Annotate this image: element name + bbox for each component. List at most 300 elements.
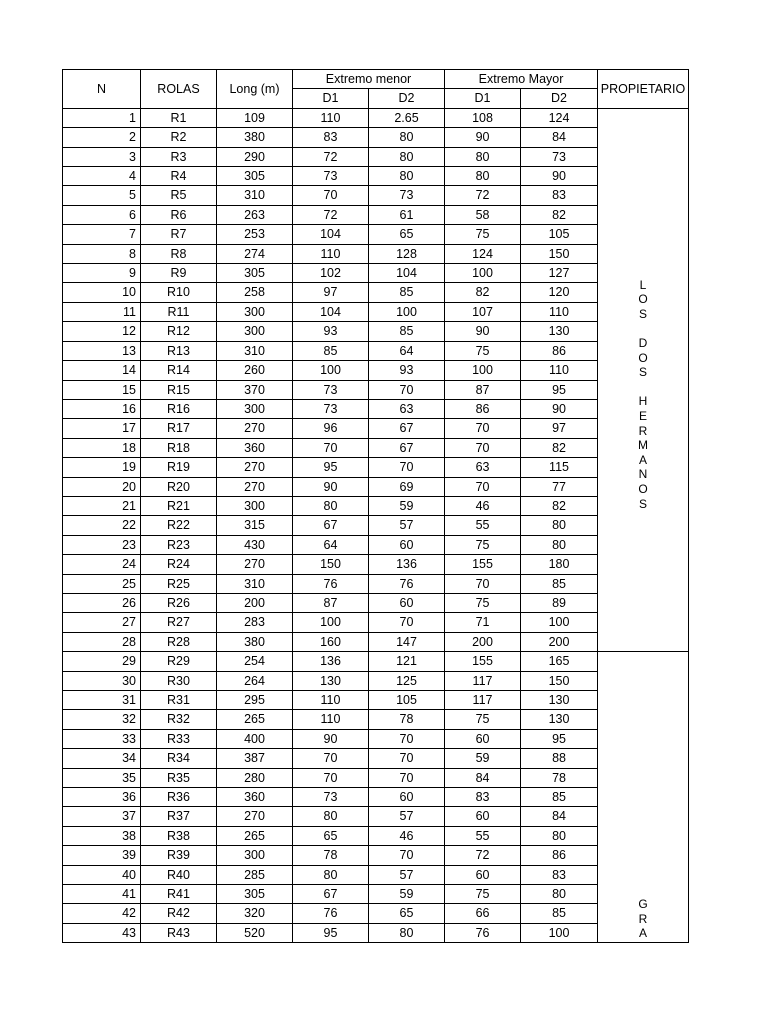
menor-d2-cell: 80 — [369, 128, 445, 147]
rola-id-cell: R15 — [141, 380, 217, 399]
menor-d1-cell: 72 — [293, 147, 369, 166]
owner-letter: S — [639, 496, 648, 511]
rola-id-cell: R3 — [141, 147, 217, 166]
mayor-d1-cell: 124 — [445, 244, 521, 263]
header-mayor-d1: D1 — [445, 89, 521, 108]
mayor-d2-cell: 86 — [521, 341, 598, 360]
rola-id-cell: R23 — [141, 535, 217, 554]
length-cell: 387 — [217, 749, 293, 768]
menor-d1-cell: 110 — [293, 710, 369, 729]
table-row — [63, 477, 689, 496]
owner-vertical-text — [598, 652, 688, 941]
mayor-d1-cell: 55 — [445, 516, 521, 535]
menor-d2-cell: 70 — [369, 768, 445, 787]
mayor-d2-cell: 100 — [521, 923, 598, 942]
mayor-d2-cell: 90 — [521, 399, 598, 418]
table-row — [63, 341, 689, 360]
row-number-cell: 18 — [63, 438, 141, 457]
mayor-d1-cell: 200 — [445, 632, 521, 651]
menor-d2-cell: 69 — [369, 477, 445, 496]
row-number-cell: 24 — [63, 555, 141, 574]
rola-id-cell: R2 — [141, 128, 217, 147]
mayor-d1-cell: 75 — [445, 535, 521, 554]
row-number-cell: 3 — [63, 147, 141, 166]
table-row — [63, 128, 689, 147]
mayor-d2-cell: 80 — [521, 516, 598, 535]
menor-d1-cell: 65 — [293, 826, 369, 845]
mayor-d2-cell: 89 — [521, 593, 598, 612]
mayor-d1-cell: 107 — [445, 302, 521, 321]
length-cell: 380 — [217, 632, 293, 651]
length-cell: 263 — [217, 205, 293, 224]
mayor-d1-cell: 75 — [445, 225, 521, 244]
menor-d2-cell: 57 — [369, 516, 445, 535]
mayor-d1-cell: 90 — [445, 128, 521, 147]
length-cell: 274 — [217, 244, 293, 263]
owner-letter: H — [638, 394, 648, 409]
owner-letter: R — [638, 911, 648, 926]
mayor-d2-cell: 85 — [521, 574, 598, 593]
rola-id-cell: R1 — [141, 108, 217, 127]
mayor-d2-cell: 115 — [521, 458, 598, 477]
length-cell: 109 — [217, 108, 293, 127]
table-row — [63, 593, 689, 612]
menor-d1-cell: 110 — [293, 691, 369, 710]
mayor-d1-cell: 58 — [445, 205, 521, 224]
menor-d2-cell: 65 — [369, 904, 445, 923]
table-row — [63, 205, 689, 224]
row-number-cell: 26 — [63, 593, 141, 612]
menor-d2-cell: 67 — [369, 438, 445, 457]
mayor-d2-cell: 97 — [521, 419, 598, 438]
mayor-d2-cell: 80 — [521, 885, 598, 904]
menor-d2-cell: 70 — [369, 729, 445, 748]
owner-cell — [598, 652, 689, 943]
owner-letter: S — [639, 365, 648, 380]
mayor-d2-cell: 80 — [521, 826, 598, 845]
length-cell: 300 — [217, 399, 293, 418]
header-n: N — [63, 70, 141, 109]
row-number-cell: 25 — [63, 574, 141, 593]
mayor-d2-cell: 84 — [521, 128, 598, 147]
table-row — [63, 186, 689, 205]
header-menor-d2: D2 — [369, 89, 445, 108]
menor-d1-cell: 83 — [293, 128, 369, 147]
mayor-d2-cell: 83 — [521, 865, 598, 884]
header-rolas: ROLAS — [141, 70, 217, 109]
mayor-d1-cell: 70 — [445, 477, 521, 496]
mayor-d1-cell: 76 — [445, 923, 521, 942]
menor-d2-cell: 80 — [369, 923, 445, 942]
rola-id-cell: R6 — [141, 205, 217, 224]
mayor-d2-cell: 130 — [521, 691, 598, 710]
mayor-d1-cell: 70 — [445, 419, 521, 438]
menor-d1-cell: 110 — [293, 108, 369, 127]
mayor-d1-cell: 155 — [445, 652, 521, 671]
table-row — [63, 244, 689, 263]
mayor-d1-cell: 84 — [445, 768, 521, 787]
menor-d1-cell: 70 — [293, 768, 369, 787]
menor-d2-cell: 70 — [369, 458, 445, 477]
menor-d1-cell: 110 — [293, 244, 369, 263]
rola-id-cell: R8 — [141, 244, 217, 263]
menor-d2-cell: 136 — [369, 555, 445, 574]
mayor-d2-cell: 110 — [521, 361, 598, 380]
mayor-d1-cell: 60 — [445, 807, 521, 826]
owner-letter: O — [638, 292, 648, 307]
mayor-d1-cell: 100 — [445, 264, 521, 283]
length-cell: 305 — [217, 885, 293, 904]
mayor-d1-cell: 55 — [445, 826, 521, 845]
row-number-cell: 22 — [63, 516, 141, 535]
length-cell: 310 — [217, 574, 293, 593]
menor-d1-cell: 90 — [293, 477, 369, 496]
mayor-d1-cell: 100 — [445, 361, 521, 380]
length-cell: 270 — [217, 555, 293, 574]
rola-id-cell: R17 — [141, 419, 217, 438]
table-row — [63, 632, 689, 651]
length-cell: 285 — [217, 865, 293, 884]
table-row — [63, 399, 689, 418]
row-number-cell: 40 — [63, 865, 141, 884]
mayor-d1-cell: 75 — [445, 885, 521, 904]
menor-d1-cell: 80 — [293, 865, 369, 884]
header-long: Long (m) — [217, 70, 293, 109]
rola-id-cell: R27 — [141, 613, 217, 632]
mayor-d1-cell: 87 — [445, 380, 521, 399]
owner-letter: R — [638, 423, 648, 438]
row-number-cell: 10 — [63, 283, 141, 302]
mayor-d1-cell: 80 — [445, 167, 521, 186]
mayor-d2-cell: 105 — [521, 225, 598, 244]
mayor-d1-cell: 83 — [445, 788, 521, 807]
length-cell: 290 — [217, 147, 293, 166]
rola-id-cell: R28 — [141, 632, 217, 651]
length-cell: 305 — [217, 167, 293, 186]
length-cell: 400 — [217, 729, 293, 748]
table-row — [63, 283, 689, 302]
table-row — [63, 865, 689, 884]
table-row — [63, 302, 689, 321]
table-row — [63, 419, 689, 438]
rola-id-cell: R24 — [141, 555, 217, 574]
mayor-d1-cell: 75 — [445, 341, 521, 360]
mayor-d2-cell: 85 — [521, 904, 598, 923]
mayor-d1-cell: 82 — [445, 283, 521, 302]
rola-id-cell: R41 — [141, 885, 217, 904]
menor-d2-cell: 80 — [369, 147, 445, 166]
table-row — [63, 691, 689, 710]
length-cell: 253 — [217, 225, 293, 244]
rola-id-cell: R38 — [141, 826, 217, 845]
rola-id-cell: R25 — [141, 574, 217, 593]
row-number-cell: 43 — [63, 923, 141, 942]
row-number-cell: 20 — [63, 477, 141, 496]
mayor-d2-cell: 88 — [521, 749, 598, 768]
mayor-d1-cell: 60 — [445, 865, 521, 884]
row-number-cell: 5 — [63, 186, 141, 205]
length-cell: 300 — [217, 846, 293, 865]
rola-id-cell: R43 — [141, 923, 217, 942]
table-row — [63, 496, 689, 515]
rola-id-cell: R36 — [141, 788, 217, 807]
length-cell: 270 — [217, 807, 293, 826]
rola-id-cell: R20 — [141, 477, 217, 496]
mayor-d2-cell: 200 — [521, 632, 598, 651]
owner-letter: D — [638, 335, 648, 350]
menor-d1-cell: 102 — [293, 264, 369, 283]
row-number-cell: 9 — [63, 264, 141, 283]
table-row — [63, 710, 689, 729]
owner-vertical-text — [598, 109, 688, 511]
rola-id-cell: R11 — [141, 302, 217, 321]
length-cell: 270 — [217, 419, 293, 438]
rola-id-cell: R16 — [141, 399, 217, 418]
menor-d2-cell: 70 — [369, 846, 445, 865]
mayor-d1-cell: 66 — [445, 904, 521, 923]
mayor-d2-cell: 95 — [521, 380, 598, 399]
row-number-cell: 41 — [63, 885, 141, 904]
menor-d1-cell: 96 — [293, 419, 369, 438]
menor-d1-cell: 80 — [293, 807, 369, 826]
menor-d2-cell: 46 — [369, 826, 445, 845]
mayor-d2-cell: 130 — [521, 322, 598, 341]
row-number-cell: 42 — [63, 904, 141, 923]
table-row — [63, 807, 689, 826]
rola-id-cell: R14 — [141, 361, 217, 380]
menor-d2-cell: 121 — [369, 652, 445, 671]
length-cell: 380 — [217, 128, 293, 147]
mayor-d2-cell: 180 — [521, 555, 598, 574]
menor-d1-cell: 72 — [293, 205, 369, 224]
mayor-d2-cell: 84 — [521, 807, 598, 826]
menor-d2-cell: 147 — [369, 632, 445, 651]
menor-d2-cell: 85 — [369, 283, 445, 302]
menor-d2-cell: 105 — [369, 691, 445, 710]
rola-id-cell: R5 — [141, 186, 217, 205]
menor-d2-cell: 80 — [369, 167, 445, 186]
row-number-cell: 38 — [63, 826, 141, 845]
menor-d1-cell: 67 — [293, 885, 369, 904]
rola-id-cell: R39 — [141, 846, 217, 865]
rola-id-cell: R35 — [141, 768, 217, 787]
menor-d1-cell: 100 — [293, 361, 369, 380]
mayor-d1-cell: 75 — [445, 710, 521, 729]
menor-d1-cell: 130 — [293, 671, 369, 690]
row-number-cell: 4 — [63, 167, 141, 186]
mayor-d1-cell: 117 — [445, 671, 521, 690]
rola-id-cell: R42 — [141, 904, 217, 923]
menor-d1-cell: 87 — [293, 593, 369, 612]
menor-d1-cell: 67 — [293, 516, 369, 535]
table-row — [63, 923, 689, 942]
log-inventory-sheet — [62, 69, 689, 943]
menor-d2-cell: 59 — [369, 885, 445, 904]
menor-d2-cell: 60 — [369, 593, 445, 612]
menor-d2-cell: 85 — [369, 322, 445, 341]
rola-id-cell: R9 — [141, 264, 217, 283]
mayor-d1-cell: 72 — [445, 846, 521, 865]
row-number-cell: 33 — [63, 729, 141, 748]
menor-d2-cell: 64 — [369, 341, 445, 360]
mayor-d2-cell: 90 — [521, 167, 598, 186]
menor-d1-cell: 150 — [293, 555, 369, 574]
menor-d2-cell: 104 — [369, 264, 445, 283]
mayor-d2-cell: 82 — [521, 205, 598, 224]
table-row — [63, 729, 689, 748]
menor-d1-cell: 85 — [293, 341, 369, 360]
table-row — [63, 846, 689, 865]
row-number-cell: 7 — [63, 225, 141, 244]
length-cell: 300 — [217, 322, 293, 341]
row-number-cell: 30 — [63, 671, 141, 690]
rola-id-cell: R18 — [141, 438, 217, 457]
length-cell: 265 — [217, 826, 293, 845]
mayor-d2-cell: 124 — [521, 108, 598, 127]
rola-id-cell: R34 — [141, 749, 217, 768]
menor-d1-cell: 73 — [293, 399, 369, 418]
row-number-cell: 35 — [63, 768, 141, 787]
rola-id-cell: R32 — [141, 710, 217, 729]
rola-id-cell: R40 — [141, 865, 217, 884]
rola-id-cell: R13 — [141, 341, 217, 360]
menor-d1-cell: 160 — [293, 632, 369, 651]
length-cell: 320 — [217, 904, 293, 923]
owner-letter: L — [639, 277, 647, 292]
mayor-d2-cell: 150 — [521, 244, 598, 263]
mayor-d1-cell: 71 — [445, 613, 521, 632]
menor-d1-cell: 70 — [293, 438, 369, 457]
menor-d1-cell: 95 — [293, 458, 369, 477]
length-cell: 370 — [217, 380, 293, 399]
menor-d2-cell: 57 — [369, 865, 445, 884]
menor-d1-cell: 70 — [293, 186, 369, 205]
row-number-cell: 13 — [63, 341, 141, 360]
menor-d1-cell: 90 — [293, 729, 369, 748]
row-number-cell: 31 — [63, 691, 141, 710]
row-number-cell: 11 — [63, 302, 141, 321]
mayor-d2-cell: 80 — [521, 535, 598, 554]
menor-d2-cell: 70 — [369, 380, 445, 399]
table-row — [63, 788, 689, 807]
length-cell: 283 — [217, 613, 293, 632]
length-cell: 280 — [217, 768, 293, 787]
menor-d1-cell: 95 — [293, 923, 369, 942]
menor-d2-cell: 57 — [369, 807, 445, 826]
menor-d1-cell: 97 — [293, 283, 369, 302]
menor-d2-cell: 76 — [369, 574, 445, 593]
menor-d2-cell: 70 — [369, 749, 445, 768]
length-cell: 254 — [217, 652, 293, 671]
table-row — [63, 574, 689, 593]
mayor-d2-cell: 73 — [521, 147, 598, 166]
row-number-cell: 37 — [63, 807, 141, 826]
length-cell: 310 — [217, 186, 293, 205]
table-row — [63, 885, 689, 904]
menor-d1-cell: 136 — [293, 652, 369, 671]
owner-letter: A — [639, 452, 648, 467]
menor-d2-cell: 61 — [369, 205, 445, 224]
menor-d1-cell: 76 — [293, 904, 369, 923]
mayor-d2-cell: 77 — [521, 477, 598, 496]
table-row — [63, 516, 689, 535]
mayor-d2-cell: 85 — [521, 788, 598, 807]
header-propietario: PROPIETARIO — [598, 70, 689, 109]
mayor-d1-cell: 63 — [445, 458, 521, 477]
table-row — [63, 826, 689, 845]
menor-d1-cell: 93 — [293, 322, 369, 341]
rola-id-cell: R37 — [141, 807, 217, 826]
rola-id-cell: R29 — [141, 652, 217, 671]
table-body — [63, 108, 689, 942]
menor-d2-cell: 2.65 — [369, 108, 445, 127]
row-number-cell: 1 — [63, 108, 141, 127]
row-number-cell: 12 — [63, 322, 141, 341]
mayor-d1-cell: 108 — [445, 108, 521, 127]
row-number-cell: 23 — [63, 535, 141, 554]
mayor-d2-cell: 82 — [521, 438, 598, 457]
header-extremo-menor: Extremo menor — [293, 70, 445, 89]
table-row — [63, 380, 689, 399]
mayor-d2-cell: 78 — [521, 768, 598, 787]
row-number-cell: 19 — [63, 458, 141, 477]
table-row — [63, 147, 689, 166]
mayor-d2-cell: 95 — [521, 729, 598, 748]
owner-letter: G — [638, 897, 648, 912]
table-row — [63, 108, 689, 127]
menor-d2-cell: 60 — [369, 535, 445, 554]
row-number-cell: 16 — [63, 399, 141, 418]
length-cell: 264 — [217, 671, 293, 690]
table-row — [63, 167, 689, 186]
row-number-cell: 39 — [63, 846, 141, 865]
mayor-d2-cell: 127 — [521, 264, 598, 283]
row-number-cell: 21 — [63, 496, 141, 515]
rola-id-cell: R4 — [141, 167, 217, 186]
table-row — [63, 458, 689, 477]
table-row — [63, 904, 689, 923]
rola-id-cell: R30 — [141, 671, 217, 690]
table-row — [63, 768, 689, 787]
menor-d2-cell: 67 — [369, 419, 445, 438]
table-row — [63, 264, 689, 283]
length-cell: 258 — [217, 283, 293, 302]
rola-id-cell: R10 — [141, 283, 217, 302]
row-number-cell: 8 — [63, 244, 141, 263]
owner-letter: M — [638, 438, 649, 453]
table-row — [63, 652, 689, 671]
mayor-d2-cell: 150 — [521, 671, 598, 690]
length-cell: 300 — [217, 496, 293, 515]
menor-d2-cell: 70 — [369, 613, 445, 632]
length-cell: 265 — [217, 710, 293, 729]
mayor-d1-cell: 86 — [445, 399, 521, 418]
mayor-d2-cell: 86 — [521, 846, 598, 865]
mayor-d1-cell: 90 — [445, 322, 521, 341]
rola-id-cell: R33 — [141, 729, 217, 748]
row-number-cell: 34 — [63, 749, 141, 768]
menor-d1-cell: 80 — [293, 496, 369, 515]
menor-d1-cell: 73 — [293, 788, 369, 807]
owner-letter: O — [638, 350, 648, 365]
table-row — [63, 555, 689, 574]
table-row — [63, 613, 689, 632]
row-number-cell: 27 — [63, 613, 141, 632]
table-row — [63, 438, 689, 457]
table-row — [63, 535, 689, 554]
mayor-d2-cell: 100 — [521, 613, 598, 632]
menor-d1-cell: 73 — [293, 380, 369, 399]
